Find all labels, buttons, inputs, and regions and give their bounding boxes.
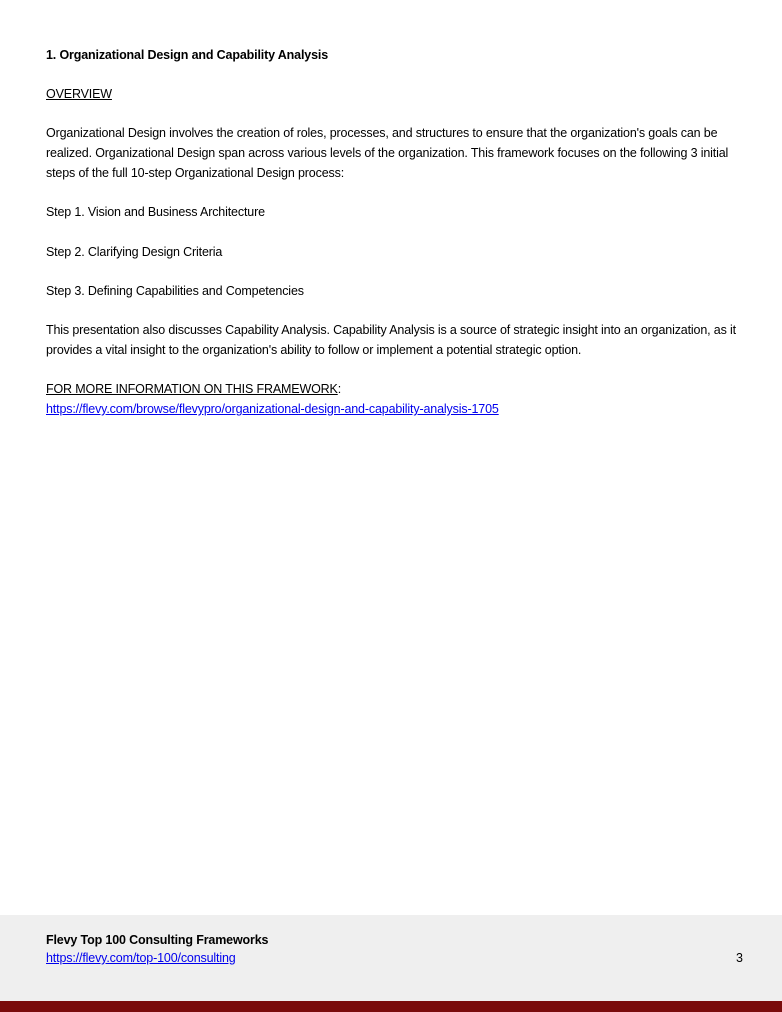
more-information-label: FOR MORE INFORMATION ON THIS FRAMEWORK [46,382,338,396]
step-item-3: Step 3. Defining Capabilities and Competencies [46,284,304,298]
more-information-heading [46,379,742,399]
page-footer [0,915,782,1001]
step-item-2: Step 2. Clarifying Design Criteria [46,245,223,259]
step-item-1: Step 1. Vision and Business Architecture [46,205,265,219]
main-content [46,45,742,419]
bottom-accent-bar [0,1001,782,1012]
intro-paragraph: Organizational Design involves the creation of roles, processes, and structures to ensure that the organization's goals can be realized. Organizational Design span across various levels of the organization. This framework focuses on the following 3 initial steps of the full 10-step Organizational Design process: [46,126,729,180]
footer-link[interactable]: https://flevy.com/top-100/consulting [46,951,236,965]
section-title: 1. Organizational Design and Capability Analysis [46,48,328,62]
capability-analysis-paragraph: This presentation also discusses Capability Analysis. Capability Analysis is a source of strategic insight into an organization, as it provides a vital insight to the organization's ability to follow or implement a potential strategic option. [46,323,736,357]
more-information-block [46,379,742,419]
framework-link-row [46,399,742,419]
page-number: 3 [736,951,743,965]
footer-title: Flevy Top 100 Consulting Frameworks [46,933,269,947]
framework-link[interactable]: https://flevy.com/browse/flevypro/organizational-design-and-capability-analysis-1705 [46,402,499,416]
more-information-colon: : [337,382,342,396]
overview-label: OVERVIEW [46,87,112,101]
